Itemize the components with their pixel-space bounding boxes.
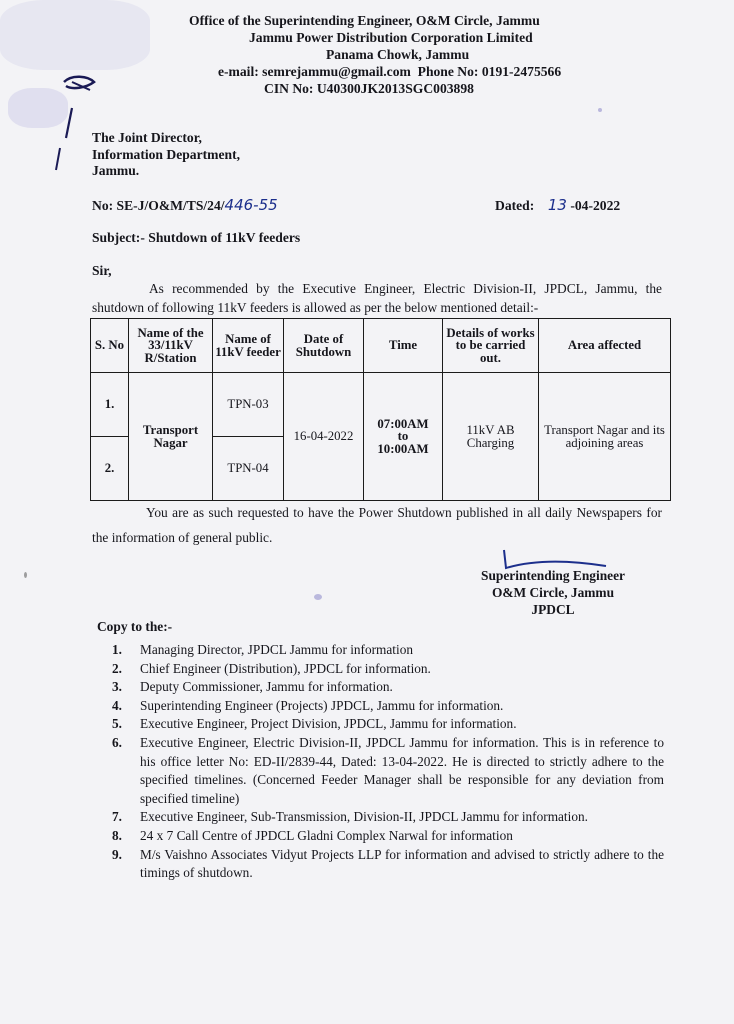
- header-feeder: Name of 11kV feeder: [213, 319, 284, 373]
- header-time: Time: [364, 319, 443, 373]
- table-row: [91, 373, 671, 437]
- reference-number: [92, 196, 278, 214]
- reference-prefix: No: SE-J/O&M/TS/24/: [92, 198, 225, 213]
- letterhead-contact: [218, 63, 561, 80]
- list-item: 2. Chief Engineer (Distribution), JPDCL for information.: [112, 660, 431, 676]
- list-item: 4. Superintending Engineer (Projects) JPDCL, Jammu for information.: [112, 697, 504, 713]
- phone-number: 0191-2475566: [481, 64, 562, 79]
- date-handwritten: 13: [547, 196, 567, 214]
- row1-feeder: TPN-03: [213, 373, 284, 437]
- letterhead-office: Office of the Superintending Engineer, O&M Circle, Jammu: [189, 13, 540, 28]
- header-works: Details of works to be carried out.: [443, 319, 539, 373]
- table-header-row: [91, 319, 671, 373]
- salutation: Sir,: [92, 263, 112, 278]
- time-to: 10:00AM: [377, 441, 429, 456]
- signature-block: [472, 567, 634, 618]
- list-item: 8. 24 x 7 Call Centre of JPDCL Gladni Complex Narwal for information: [112, 827, 513, 843]
- list-item: 3. Deputy Commissioner, Jammu for information.: [112, 679, 393, 695]
- cell-date: 16-04-2022: [284, 373, 364, 501]
- header-station: Name of the 33/11kV R/Station: [129, 319, 213, 373]
- cell-works: 11kV AB Charging: [443, 373, 539, 501]
- signature-org: JPDCL: [531, 602, 575, 617]
- list-item: 1. Managing Director, JPDCL Jammu for information: [112, 642, 413, 657]
- row2-sno: 2.: [91, 437, 129, 501]
- dated-label: Dated:: [495, 198, 535, 213]
- row2-feeder: TPN-04: [213, 437, 284, 501]
- body-paragraph-2: You are as such requested to have the Power Shutdown published in all daily Newspapers for the information of general public.: [92, 505, 662, 545]
- header-date: Date of Shutdown: [284, 319, 364, 373]
- row1-sno: 1.: [91, 373, 129, 437]
- shutdown-table: [90, 318, 671, 501]
- body-paragraph-1: As recommended by the Executive Engineer, Electric Division-II, JPDCL, Jammu, the shutdown of following 11kV feeders is allowed as per the below mentioned detail:-: [92, 281, 662, 315]
- phone-label: Phone No:: [417, 64, 479, 79]
- copy-to-list: [98, 641, 664, 883]
- reference-date: [495, 196, 620, 214]
- header-sno: S. No: [91, 319, 129, 373]
- signature-circle: O&M Circle, Jammu: [491, 585, 615, 600]
- addressee-line2: Information Department,: [92, 146, 240, 162]
- subject-line: Subject:- Shutdown of 11kV feeders: [92, 230, 301, 245]
- cell-time: [364, 373, 443, 501]
- list-item: 5. Executive Engineer, Project Division, JPDCL, Jammu for information.: [112, 716, 517, 732]
- letterhead-address: Panama Chowk, Jammu: [326, 47, 470, 62]
- time-from: 07:00AM: [377, 416, 429, 431]
- email-label: e-mail:: [218, 64, 259, 79]
- addressee-line1: The Joint Director,: [92, 130, 202, 145]
- letterhead-company: Jammu Power Distribution Corporation Limited: [249, 30, 533, 45]
- copy-to-title: Copy to the:-: [97, 619, 173, 634]
- list-item: 6. Executive Engineer, Electric Division-II, JPDCL Jammu for information. This is in reference to his office letter No: ED-II/2839-44, Dated: 13-04-2022. He is directed to strictly adhere to the specified timelines. (Concerned Feeder Manager shall be responsible for any deviation from specified timeline): [112, 734, 664, 806]
- reference-handwritten: 446-55: [224, 196, 278, 214]
- cell-station: Transport Nagar: [129, 373, 213, 501]
- signature-title: Superintending Engineer: [481, 568, 625, 583]
- time-to-word: to: [397, 429, 409, 444]
- list-item: 9. M/s Vaishno Associates Vidyut Projects LLP for information and advised to strictly adhere to the timings of shutdown.: [112, 846, 664, 881]
- cell-area: Transport Nagar and its adjoining areas: [539, 373, 671, 501]
- header-area: Area affected: [539, 319, 671, 373]
- letterhead-cin: CIN No: U40300JK2013SGC003898: [264, 81, 474, 96]
- list-item: 7. Executive Engineer, Sub-Transmission, Division-II, JPDCL Jammu for information.: [112, 809, 588, 825]
- addressee-line3: Jammu.: [92, 163, 140, 178]
- email-address: semrejammu@gmail.com: [262, 64, 411, 79]
- addressee-block: [92, 130, 240, 180]
- date-suffix: -04-2022: [570, 198, 621, 213]
